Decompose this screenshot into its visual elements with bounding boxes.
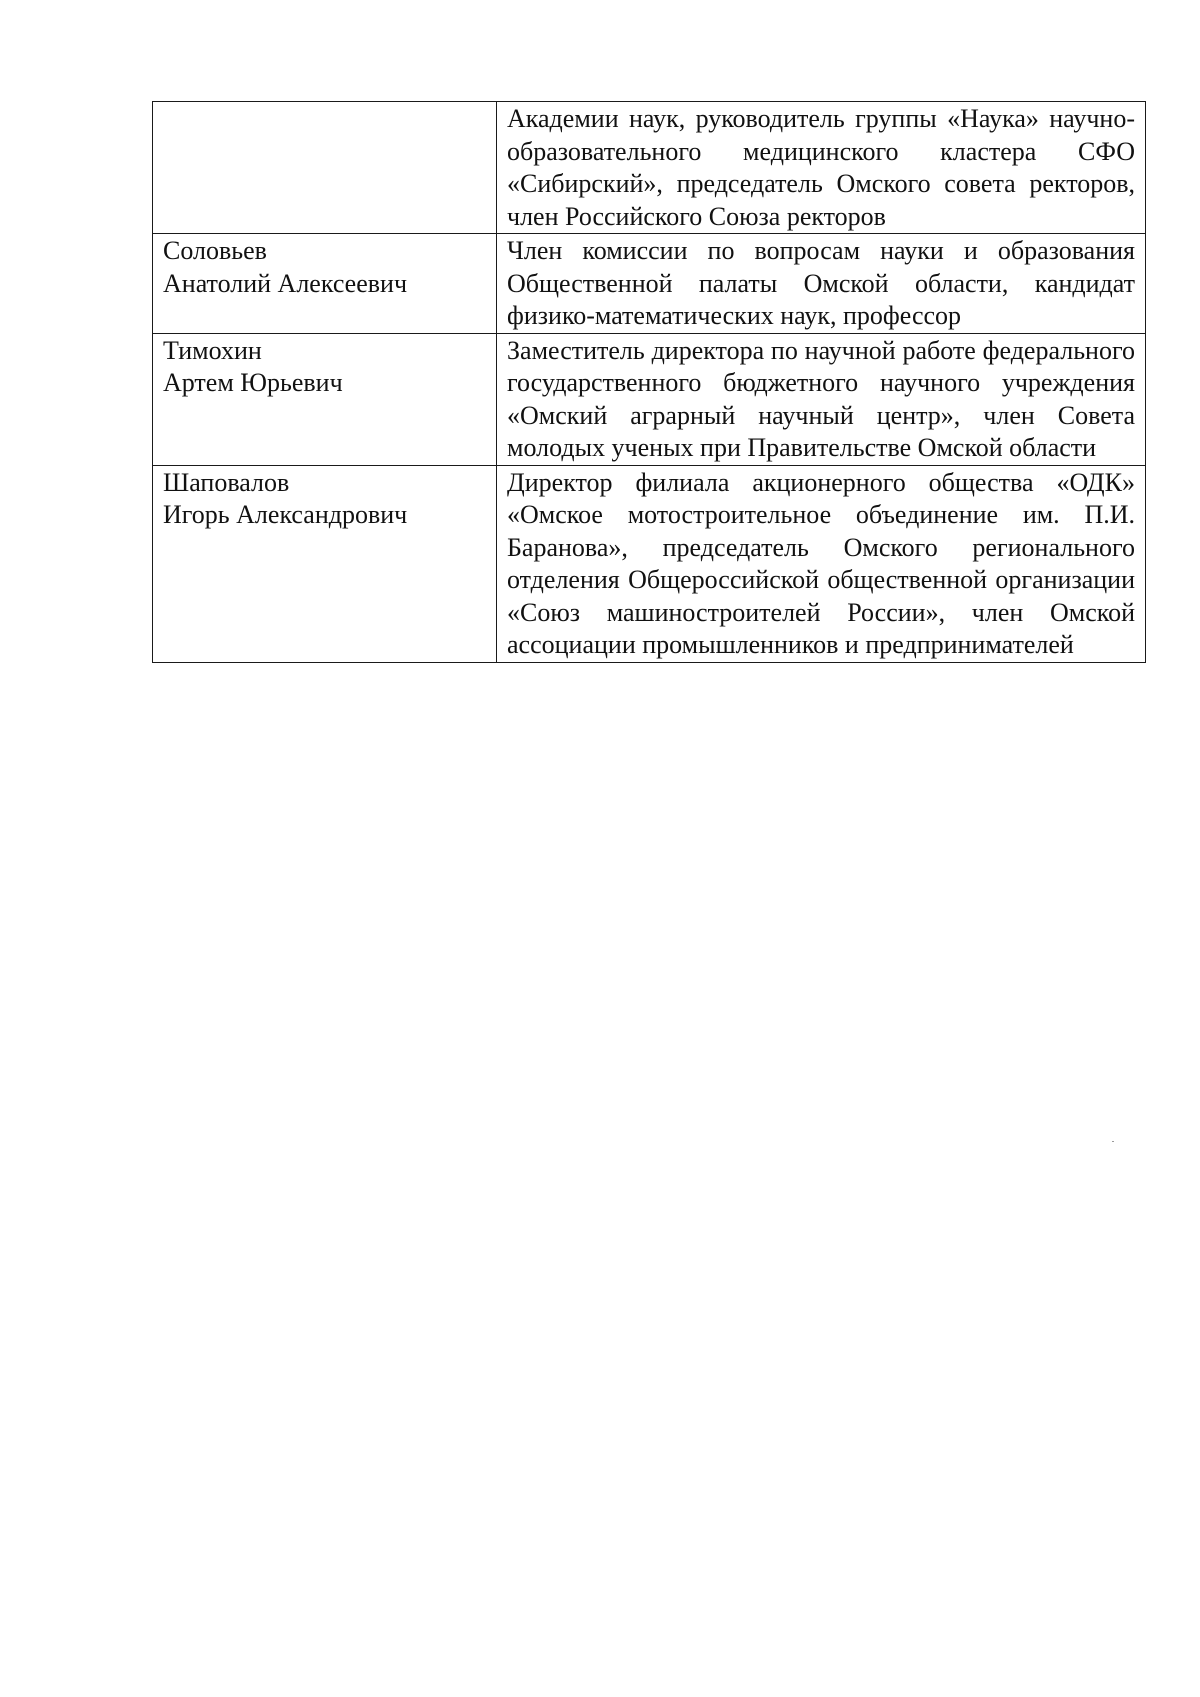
member-description: Директор филиала акционерного общества «ОДК» «Омское мотостроительное объединение им. П.И. Баранова», председатель Омского регионального отделения Общероссийской общественной организации «Союз машиностроителей России», член Омской ассоциации промышленников и предпринимателей: [497, 465, 1146, 662]
member-given-names: Игорь Александрович: [163, 500, 408, 529]
member-given-names: Анатолий Алексеевич: [163, 268, 408, 298]
scan-speck: [1112, 1141, 1114, 1142]
table-row: [153, 234, 1146, 334]
member-description: Заместитель директора по научной работе федерального государственного бюджетного научного учреждения «Омский аграрный научный центр», член Совета молодых ученых при Правительстве Омской области: [497, 333, 1146, 465]
table-row: [153, 465, 1146, 662]
member-description: Академии наук, руководитель группы «Наука» научно-образовательного медицинского кластера СФО «Сибирский», председатель Омского совета ректоров, член Российского Союза ректоров: [497, 102, 1146, 234]
member-name-cell: [153, 465, 497, 662]
member-description: Член комиссии по вопросам науки и образования Общественной палаты Омской области, кандидат физико-математических наук, профессор: [497, 234, 1146, 334]
member-name-cell: [153, 333, 497, 465]
member-given-names: Артем Юрьевич: [163, 368, 343, 397]
member-name-cell: [153, 102, 497, 234]
member-name-cell: [153, 234, 497, 334]
members-table: [152, 101, 1146, 663]
member-surname: Соловьев: [163, 236, 267, 265]
table-row: [153, 102, 1146, 234]
member-surname: Тимохин: [163, 335, 262, 365]
table-row: [153, 333, 1146, 465]
member-surname: Шаповалов: [163, 467, 290, 497]
